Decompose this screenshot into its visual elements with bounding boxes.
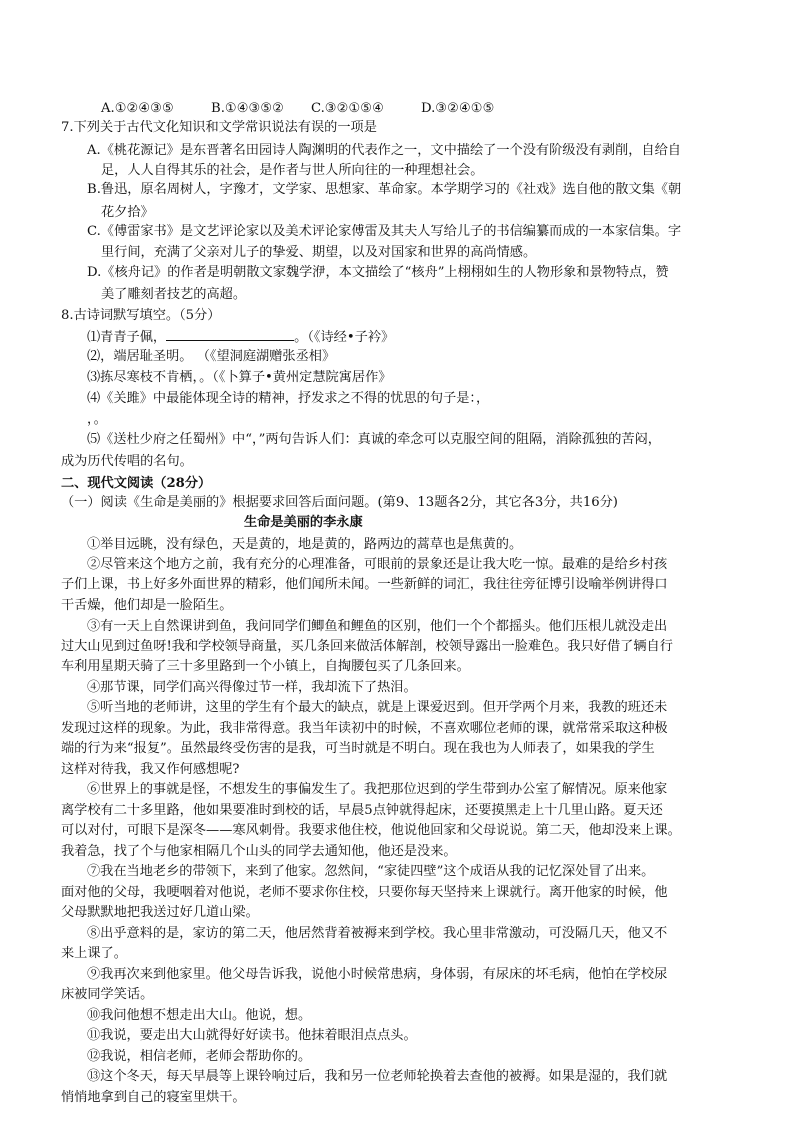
article-line: 床被同学笑话。 — [61, 987, 154, 1002]
q7-option-a-line1: A.《桃花源记》是东晋著名田园诗人陶渊明的代表作之一，文中描绘了一个没有阶级没有剥削，自给自 — [87, 143, 681, 158]
article-line: ⑪我说，要走出大山就得好好读书。他抹着眼泪点点头。 — [87, 1028, 417, 1043]
q8-item-3: ⑶拣尽寒枝不肯栖，。（《卜算子•黄州定慧院寓居作》 — [87, 370, 392, 385]
answer-blank[interactable] — [166, 328, 294, 341]
article-line: 我着急，找了个与他家相隔几个山头的同学去通知他，他还是没来。 — [61, 844, 457, 859]
article-line: ⑥世界上的事就是怪，不想发生的事偏发生了。我把那位迟到的学生带到办公室了解情况。原来他家 — [87, 782, 668, 797]
article-line: ⑬这个冬天，每天早晨等上课铃响过后，我和另一位老师轮换着去查他的被褥。如果是湿的，我们就 — [87, 1069, 668, 1084]
q8-item-2: ⑵，端居耻圣明。 （《望洞庭湖赠张丞相》 — [87, 349, 336, 364]
article-line: ③有一天上自然课讲到鱼，我问同学们鲫鱼和鲤鱼的区别，他们一个个都摇头。他们压根儿就没走出 — [87, 619, 668, 634]
article-line: 父母默默地把我送过好几道山梁。 — [61, 905, 259, 920]
q6-option-c: C.③②①⑤④ — [311, 101, 384, 116]
q7-option-d-line2: 美了雕刻者技艺的高超。 — [101, 287, 247, 302]
article-line: ⑩我问他想不想走出大山。他说，想。 — [87, 1008, 312, 1023]
article-line: 面对他的父母，我哽咽着对他说，老师不要求你住校，只要你每天坚持来上课就行。离开他家的时候，他 — [61, 885, 668, 900]
q8-item-4-cont: ，。 — [87, 412, 107, 427]
article-line: 端的行为来“报复”。虽然最终受伤害的是我，可当时就是不明白。现在我也为人师表了，如果我的学生 — [61, 741, 655, 756]
article-line: ⑦我在当地老乡的带领下，来到了他家。忽然间，“家徒四壁”这个成语从我的记忆深处冒了出来。 — [87, 864, 655, 879]
q7-option-c-line1: C.《傅雷家书》是文艺评论家以及美术评论家傅雷及其夫人写给儿子的书信编纂而成的一本家信集。字 — [87, 224, 682, 239]
q8-item-5: ⑸《送杜少府之任蜀州》中“，”两句告诉人们：真诚的牵念可以克服空间的阻隔，消除孤独的苦闷， — [87, 432, 661, 447]
article-line: 离学校有二十多里路，他如果要准时到校的话，早晨5点钟就得起床，还要摸黑走上十几里山路。夏天还 — [61, 803, 663, 818]
article-line: 发现过这样的现象。为此，我非常得意。我当年读初中的时候，不喜欢哪位老师的课，就常常采取这种极 — [61, 721, 668, 736]
q7-stem: 7.下列关于古代文化知识和文学常识说法有误的一项是 — [61, 120, 377, 135]
q8-item-1 — [87, 328, 394, 346]
q7-option-b-line1: B.鲁迅，原名周树人，字豫才，文学家、思想家、革命家。本学期学习的《社戏》选自他的散文集《朝 — [87, 182, 682, 197]
q7-option-d-line1: D.《核舟记》的作者是明朝散文家魏学洢，本文描绘了“核舟”上栩栩如生的人物形象和景物特点，赞 — [87, 265, 669, 280]
q6-option-b: B.①④③⑤② — [211, 101, 284, 116]
article-line: ①举目远眺，没有绿色，天是黄的，地是黄的，路两边的蒿草也是焦黄的。 — [87, 537, 523, 552]
article-line: 可以对付，可眼下是深冬——寒风刺骨。我要求他住校，他说他回家和父母说说。第二天，他却没来上课。 — [61, 823, 681, 838]
q8-item-1-prefix: ⑴青青子佩， — [87, 330, 167, 345]
article-line: 这样对待我，我又作何感想呢? — [61, 762, 240, 777]
article-line: 来上课了。 — [61, 946, 127, 961]
q6-options — [101, 101, 494, 117]
q8-item-4: ⑷《关雎》中最能体现全诗的精神，抒发求之不得的忧思的句子是：， — [87, 391, 490, 406]
article-line: ⑧出乎意料的是，家访的第二天，他居然背着被褥来到学校。我心里非常激动，可没隔几天，他又不 — [87, 926, 668, 941]
article-line: ⑫我说，相信老师，老师会帮助你的。 — [87, 1049, 312, 1064]
article-line: ②尽管来这个地方之前，我有充分的心理准备，可眼前的景象还是让我大吃一惊。最难的是给乡村孩 — [87, 557, 668, 572]
article-line: 子们上课，书上好多外面世界的精彩，他们闻所未闻。一些新鲜的词汇，我往往旁征博引设喻举例讲得口 — [61, 577, 668, 592]
section-heading: 二、现代文阅读（28分） — [61, 476, 212, 491]
article-title: 生命是美丽的李永康 — [244, 515, 363, 530]
q8-stem: 8.古诗词默写填空。（5分） — [61, 308, 221, 323]
article-line: 悄悄地拿到自己的寝室里烘干。 — [61, 1090, 246, 1105]
article-line: ⑤听当地的老师讲，这里的学生有个最大的缺点，就是上课爱迟到。但开学两个月来，我教的班还未 — [87, 700, 668, 715]
article-line: ④那节课，同学们高兴得像过节一样，我却流下了热泪。 — [87, 680, 417, 695]
article-line: 过大山见到过鱼呀!我和学校领导商量，买几条回来做活体解剖，校领导露出一脸难色。我只好借了辆自行 — [61, 639, 673, 654]
q6-option-d: D.③②④①⑤ — [421, 101, 495, 116]
section-instructions: （一）阅读《生命是美丽的》根据要求回答后面问题。(第9、13题各2分，其它各3分，共16分) — [61, 495, 618, 510]
article-line: ⑨我再次来到他家里。他父母告诉我，说他小时候常患病，身体弱，有尿床的坏毛病，他怕在学校尿 — [87, 967, 668, 982]
q8-item-1-suffix: 。（《诗经•子衿》 — [294, 330, 395, 345]
q6-option-a: A.①②④③⑤ — [101, 101, 174, 116]
q7-option-a-line2: 足，人人自得其乐的社会，是作者与世人所向往的一种理想社会。 — [101, 163, 484, 178]
q7-option-c-line2: 里行间，充满了父亲对儿子的挚爱、期望，以及对国家和世界的高尚情感。 — [101, 245, 537, 260]
article-line: 干舌燥，他们却是一脸陌生。 — [61, 598, 233, 613]
article-line: 车利用星期天骑了三十多里路到一个小镇上，自掏腰包买了几条回来。 — [61, 659, 470, 674]
q8-item-5-cont: 成为历代传唱的名句。 — [61, 454, 193, 469]
q7-option-b-line2: 花夕拾》 — [101, 205, 154, 220]
